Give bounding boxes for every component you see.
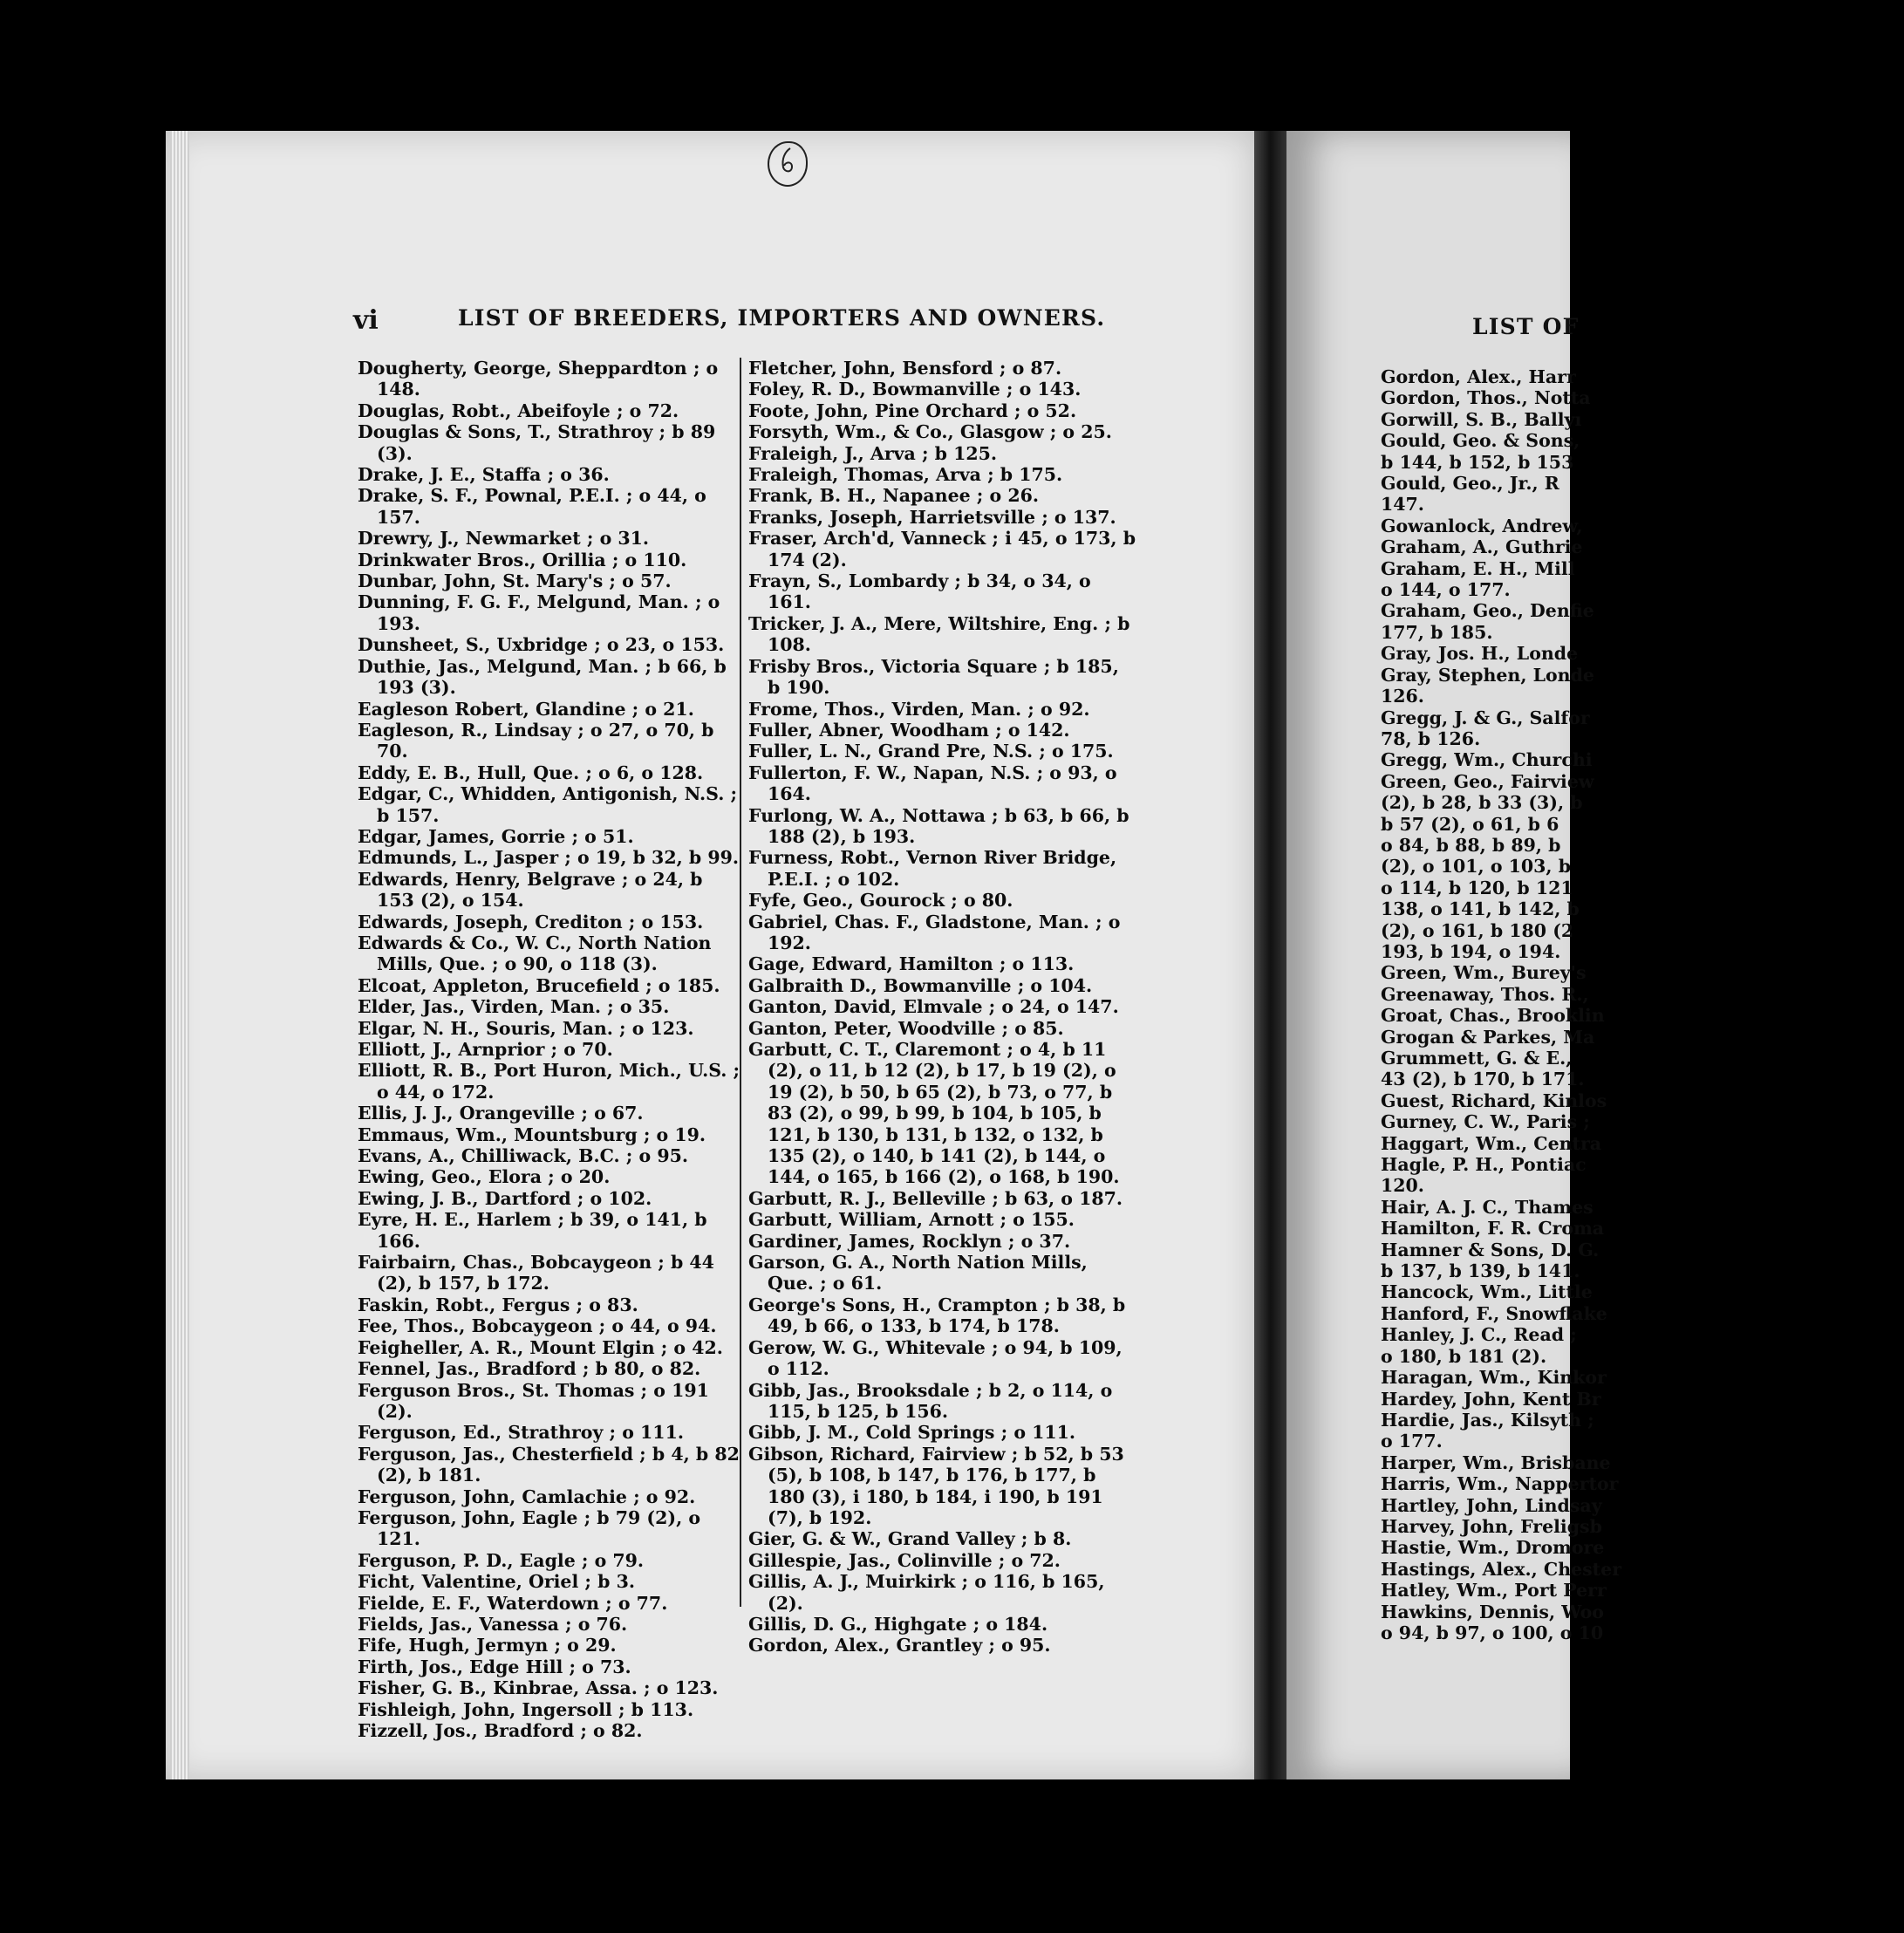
list-entry: Drinkwater Bros., Orillia ; o 110.	[358, 549, 687, 570]
list-entry: Fields, Jas., Vanessa ; o 76.	[358, 1613, 628, 1635]
list-entry: Fuller, L. N., Grand Pre, N.S. ; o 175.	[748, 741, 1114, 762]
page-folio: vi	[353, 305, 379, 336]
list-entry: Elder, Jas., Virden, Man. ; o 35.	[358, 996, 670, 1018]
list-entry: Frome, Thos., Virden, Man. ; o 92.	[748, 698, 1090, 720]
list-entry: o 144, o 177.	[1381, 579, 1511, 601]
list-entry: Garbutt, R. J., Belleville ; b 63, o 187.	[748, 1187, 1123, 1209]
list-entry: Ewing, J. B., Dartford ; o 102.	[358, 1187, 652, 1209]
list-entry: Hair, A. J. C., Thames	[1381, 1196, 1593, 1218]
list-entry: Gray, Jos. H., Londe	[1381, 643, 1579, 665]
list-entry: Dougherty, George, Sheppardton ; o 148.	[358, 358, 719, 400]
list-entry: Fraser, Arch'd, Vanneck ; i 45, o 173, b 174 (2).	[748, 528, 1136, 570]
list-entry: Gurney, C. W., Paris ;	[1381, 1111, 1590, 1133]
list-entry: Firth, Jos., Edge Hill ; o 73.	[358, 1656, 631, 1677]
list-entry: Drewry, J., Newmarket ; o 31.	[358, 528, 650, 550]
list-entry: Greenaway, Thos. R.,	[1381, 983, 1589, 1005]
list-entry: Franks, Joseph, Harrietsville ; o 137.	[748, 506, 1116, 528]
list-entry: George's Sons, H., Crampton ; b 38, b 49, b 66, o 133, b 174, b 178.	[748, 1294, 1126, 1337]
list-entry: Hancock, Wm., Little	[1381, 1281, 1593, 1303]
list-entry: b 137, b 139, b 141.	[1381, 1260, 1580, 1282]
list-entry: Gray, Stephen, Londe	[1381, 664, 1594, 686]
list-entry: Douglas, Robt., Abeifoyle ; o 72.	[358, 400, 679, 421]
list-entry: Foote, John, Pine Orchard ; o 52.	[748, 400, 1077, 421]
list-entry: Fee, Thos., Bobcaygeon ; o 44, o 94.	[358, 1315, 717, 1337]
list-entry: Hardie, Jas., Kilsyth ;	[1381, 1409, 1594, 1431]
list-entry: (2), o 161, b 180 (2	[1381, 919, 1574, 941]
list-entry: Grummett, G. & E.,	[1381, 1048, 1573, 1069]
list-entry: Eyre, H. E., Harlem ; b 39, o 141, b 166.	[358, 1209, 707, 1252]
list-entry: Douglas & Sons, T., Strathroy ; b 89 (3).	[358, 421, 716, 464]
list-entry: Graham, E. H., Mill	[1381, 557, 1575, 579]
list-entry: o 180, b 181 (2).	[1381, 1345, 1547, 1367]
list-entry: Fairbairn, Chas., Bobcaygeon ; b 44 (2), b 157, b 172.	[358, 1252, 714, 1294]
list-entry: Elgar, N. H., Souris, Man. ; o 123.	[358, 1017, 694, 1039]
list-entry: Ferguson Bros., St. Thomas ; o 191 (2).	[358, 1379, 709, 1422]
list-entry: 138, o 141, b 142, b	[1381, 898, 1580, 920]
list-entry: Fuller, Abner, Woodham ; o 142.	[748, 719, 1070, 741]
list-entry: 147.	[1381, 494, 1424, 516]
list-entry: Ganton, David, Elmvale ; o 24, o 147.	[748, 996, 1119, 1018]
list-entry: Edgar, James, Gorrie ; o 51.	[358, 825, 634, 847]
list-entry: b 144, b 152, b 153	[1381, 451, 1574, 473]
list-entry: Graham, Geo., Denfie	[1381, 600, 1594, 622]
list-entry: Gould, Geo., Jr., R	[1381, 473, 1559, 495]
list-entry: Gerow, W. G., Whitevale ; o 94, b 109, o 112.	[748, 1336, 1123, 1380]
list-entry: Gillis, A. J., Muirkirk ; o 116, b 165, (2).	[748, 1571, 1105, 1614]
list-entry: Dunsheet, S., Uxbridge ; o 23, o 153.	[358, 634, 725, 656]
list-entry: Gage, Edward, Hamilton ; o 113.	[748, 953, 1075, 975]
list-entry: Gibb, J. M., Cold Springs ; o 111.	[748, 1422, 1076, 1444]
list-entry: Ficht, Valentine, Oriel ; b 3.	[358, 1571, 635, 1593]
list-entry: Fishleigh, John, Ingersoll ; b 113.	[358, 1698, 694, 1720]
list-entry: o 177.	[1381, 1431, 1443, 1452]
list-entry: Garson, G. A., North Nation Mills, Que. ; o 61.	[748, 1252, 1088, 1294]
list-entry: Fraleigh, Thomas, Arva ; b 175.	[748, 464, 1063, 486]
list-entry: Fraleigh, J., Arva ; b 125.	[748, 442, 998, 464]
list-entry: Gillespie, Jas., Colinville ; o 72.	[748, 1549, 1061, 1571]
list-entry: Ferguson, John, Camlachie ; o 92.	[358, 1486, 696, 1507]
list-entry: Eagleson, R., Lindsay ; o 27, o 70, b 70.	[358, 719, 714, 762]
book-spine	[1254, 131, 1286, 1779]
list-entry: Ferguson, John, Eagle ; b 79 (2), o 121.	[358, 1506, 701, 1550]
list-entry: Guest, Richard, Kinlos	[1381, 1089, 1607, 1111]
list-entry: Fife, Hugh, Jermyn ; o 29.	[358, 1635, 617, 1656]
list-entry: Groat, Chas., Brooklin	[1381, 1005, 1605, 1027]
list-entry: Harris, Wm., Nappertor	[1381, 1473, 1619, 1495]
list-entry: Grogan & Parkes, Ma	[1381, 1026, 1595, 1048]
list-entry: Gordon, Alex., Grantley ; o 95.	[748, 1635, 1051, 1656]
list-entry: Dunbar, John, St. Mary's ; o 57.	[358, 570, 672, 592]
list-entry: Fizzell, Jos., Bradford ; o 82.	[358, 1720, 643, 1741]
list-entry: Harper, Wm., Brisbane	[1381, 1451, 1611, 1473]
list-entry: 78, b 126.	[1381, 727, 1481, 749]
list-entry: Tricker, J. A., Mere, Wiltshire, Eng. ; b 108.	[748, 612, 1130, 656]
list-entry: Foley, R. D., Bowmanville ; o 143.	[748, 379, 1082, 400]
right-column	[748, 358, 1136, 1656]
list-entry: o 94, b 97, o 100, o 10	[1381, 1622, 1604, 1643]
list-entry: Gordon, Thos., Notta	[1381, 387, 1591, 409]
list-entry: Dunning, F. G. F., Melgund, Man. ; o 193.	[358, 591, 720, 634]
right-page	[1286, 131, 1621, 1779]
list-entry: Gardiner, James, Rocklyn ; o 37.	[748, 1230, 1071, 1252]
list-entry: Edwards & Co., W. C., North Nation Mills, Que. ; o 90, o 118 (3).	[358, 932, 712, 975]
list-entry: (2), b 28, b 33 (3), b	[1381, 792, 1583, 814]
list-entry: Fielde, E. F., Waterdown ; o 77.	[358, 1592, 668, 1614]
list-entry: Hanley, J. C., Read ;	[1381, 1324, 1577, 1346]
next-page-heading: LIST OF	[1472, 314, 1580, 339]
list-entry: Furlong, W. A., Nottawa ; b 63, b 66, b 188 (2), b 193.	[748, 804, 1129, 847]
list-entry: Fletcher, John, Bensford ; o 87.	[748, 358, 1062, 379]
list-entry: Frank, B. H., Napanee ; o 26.	[748, 485, 1039, 507]
list-entry: o 114, b 120, b 121	[1381, 877, 1573, 898]
list-entry: Garbutt, William, Arnott ; o 155.	[748, 1209, 1075, 1231]
list-entry: Gowanlock, Andrew,	[1381, 515, 1583, 536]
list-entry: Fullerton, F. W., Napan, N.S. ; o 93, o 164.	[748, 762, 1117, 805]
list-entry: Haragan, Wm., Kinkor	[1381, 1367, 1607, 1389]
list-entry: Galbraith D., Bowmanville ; o 104.	[748, 974, 1093, 996]
list-entry: Gibson, Richard, Fairview ; b 52, b 53 (5), b 108, b 147, b 176, b 177, b 180 (3), i 180, b 184, i 190, b 191 (7), b 192.	[748, 1443, 1124, 1528]
list-entry: Green, Wm., Burey's	[1381, 962, 1587, 984]
list-entry: Feigheller, A. R., Mount Elgin ; o 42.	[358, 1336, 723, 1358]
list-entry: b 57 (2), o 61, b 6	[1381, 813, 1559, 835]
list-entry: o 84, b 88, b 89, b	[1381, 834, 1561, 856]
list-entry: Drake, J. E., Staffa ; o 36.	[358, 464, 610, 486]
list-entry: Hawkins, Dennis, Woo	[1381, 1601, 1604, 1622]
list-entry: 193, b 194, o 194.	[1381, 940, 1561, 962]
list-entry: Eddy, E. B., Hull, Que. ; o 6, o 128.	[358, 762, 704, 783]
list-entry: Fisher, G. B., Kinbrae, Assa. ; o 123.	[358, 1677, 719, 1699]
page-heading: LIST OF BREEDERS, IMPORTERS AND OWNERS.	[458, 305, 1106, 331]
list-entry: Gordon, Alex., Harr	[1381, 366, 1576, 387]
list-entry: Graham, A., Guthrie	[1381, 536, 1583, 558]
next-page-column	[1381, 366, 1904, 1643]
list-entry: Forsyth, Wm., & Co., Glasgow ; o 25.	[748, 421, 1112, 443]
list-entry: Edwards, Joseph, Crediton ; o 153.	[358, 911, 704, 932]
list-entry: Ferguson, Ed., Strathroy ; o 111.	[358, 1422, 684, 1444]
list-entry: Frayn, S., Lombardy ; b 34, o 34, o 161.	[748, 570, 1091, 613]
list-entry: Edmunds, L., Jasper ; o 19, b 32, b 99.	[358, 847, 739, 869]
list-entry: 126.	[1381, 686, 1424, 707]
list-entry: Edgar, C., Whidden, Antigonish, N.S. ; b 157.	[358, 783, 738, 826]
list-entry: Hanford, F., Snowflake	[1381, 1302, 1607, 1324]
list-entry: 120.	[1381, 1175, 1424, 1197]
list-entry: Ferguson, Jas., Chesterfield ; b 4, b 82 (2), b 181.	[358, 1443, 740, 1486]
list-entry: Faskin, Robt., Fergus ; o 83.	[358, 1294, 638, 1315]
column-divider	[740, 358, 741, 1607]
list-entry: Elcoat, Appleton, Brucefield ; o 185.	[358, 974, 720, 996]
list-entry: 43 (2), b 170, b 171.	[1381, 1069, 1585, 1090]
list-entry: Hardey, John, Kent Br	[1381, 1388, 1601, 1410]
list-entry: Gier, G. & W., Grand Valley ; b 8.	[748, 1528, 1072, 1550]
list-entry: Gillis, D. G., Highgate ; o 184.	[748, 1613, 1048, 1635]
list-entry: Edwards, Henry, Belgrave ; o 24, b 153 (2), o 154.	[358, 868, 703, 912]
list-entry: Emmaus, Wm., Mountsburg ; o 19.	[358, 1124, 706, 1145]
list-entry: Hatley, Wm., Port Perr	[1381, 1580, 1607, 1602]
list-entry: Fyfe, Geo., Gourock ; o 80.	[748, 890, 1013, 912]
list-entry: Haggart, Wm., Centra	[1381, 1132, 1602, 1154]
list-entry: Fennel, Jas., Bradford ; b 80, o 82.	[358, 1358, 701, 1380]
list-entry: Hastings, Alex., Chester	[1381, 1558, 1621, 1580]
left-column	[358, 358, 741, 1741]
list-entry: Green, Geo., Fairview	[1381, 770, 1594, 792]
list-entry: Hamilton, F. R. Croma	[1381, 1218, 1605, 1240]
list-entry: Hagle, P. H., Pontiac	[1381, 1154, 1587, 1176]
list-entry: Hamner & Sons, D. G.	[1381, 1239, 1600, 1260]
list-entry: (2), o 101, o 103, b	[1381, 856, 1572, 878]
list-entry: Furness, Robt., Vernon River Bridge, P.E.I. ; o 102.	[748, 847, 1117, 890]
list-entry: Frisby Bros., Victoria Square ; b 185, b 190.	[748, 655, 1119, 699]
list-entry: Eagleson Robert, Glandine ; o 21.	[358, 698, 694, 720]
list-entry: Ellis, J. J., Orangeville ; o 67.	[358, 1103, 644, 1124]
list-entry: Elliott, J., Arnprior ; o 70.	[358, 1039, 613, 1060]
list-entry: Garbutt, C. T., Claremont ; o 4, b 11 (2), o 11, b 12 (2), b 17, b 19 (2), o 19 (2), b 50, b 65 (2), b 73, o 77, b 83 (2), o 99, b 99, b 104, b 105, b 121, b 130, b 131, b 132, o 132, b 135 (2), o 140, b 141 (2), b 144, o 144, o 165, b 166 (2), o 168, b 190.	[748, 1039, 1120, 1188]
list-entry: Hastie, Wm., Dromore	[1381, 1537, 1605, 1559]
list-entry: Gregg, J. & G., Salfor	[1381, 707, 1590, 728]
list-entry: Gorwill, S. B., Ballyı	[1381, 408, 1582, 430]
handwritten-mark-icon	[768, 141, 808, 187]
list-entry: Ferguson, P. D., Eagle ; o 79.	[358, 1549, 645, 1571]
list-entry: Gabriel, Chas. F., Gladstone, Man. ; o 192.	[748, 911, 1121, 953]
page-edges	[170, 131, 189, 1779]
list-entry: Hartley, John, Lindsay	[1381, 1494, 1602, 1516]
list-entry: Drake, S. F., Pownal, P.E.I. ; o 44, o 157.	[358, 485, 706, 528]
list-entry: Gould, Geo. & Sons,	[1381, 430, 1580, 452]
list-entry: Evans, A., Chilliwack, B.C. ; o 95.	[358, 1145, 688, 1167]
list-entry: Elliott, R. B., Port Huron, Mich., U.S. ; o 44, o 172.	[358, 1060, 740, 1103]
list-entry: Gregg, Wm., Churchi	[1381, 749, 1593, 771]
list-entry: Gibb, Jas., Brooksdale ; b 2, o 114, o 115, b 125, b 156.	[748, 1379, 1113, 1422]
list-entry: Duthie, Jas., Melgund, Man. ; b 66, b 193 (3).	[358, 655, 727, 699]
list-entry: Ewing, Geo., Elora ; o 20.	[358, 1166, 611, 1188]
list-entry: Harvey, John, Freligsb	[1381, 1515, 1602, 1537]
list-entry: Ganton, Peter, Woodville ; o 85.	[748, 1017, 1064, 1039]
list-entry: 177, b 185.	[1381, 621, 1493, 643]
